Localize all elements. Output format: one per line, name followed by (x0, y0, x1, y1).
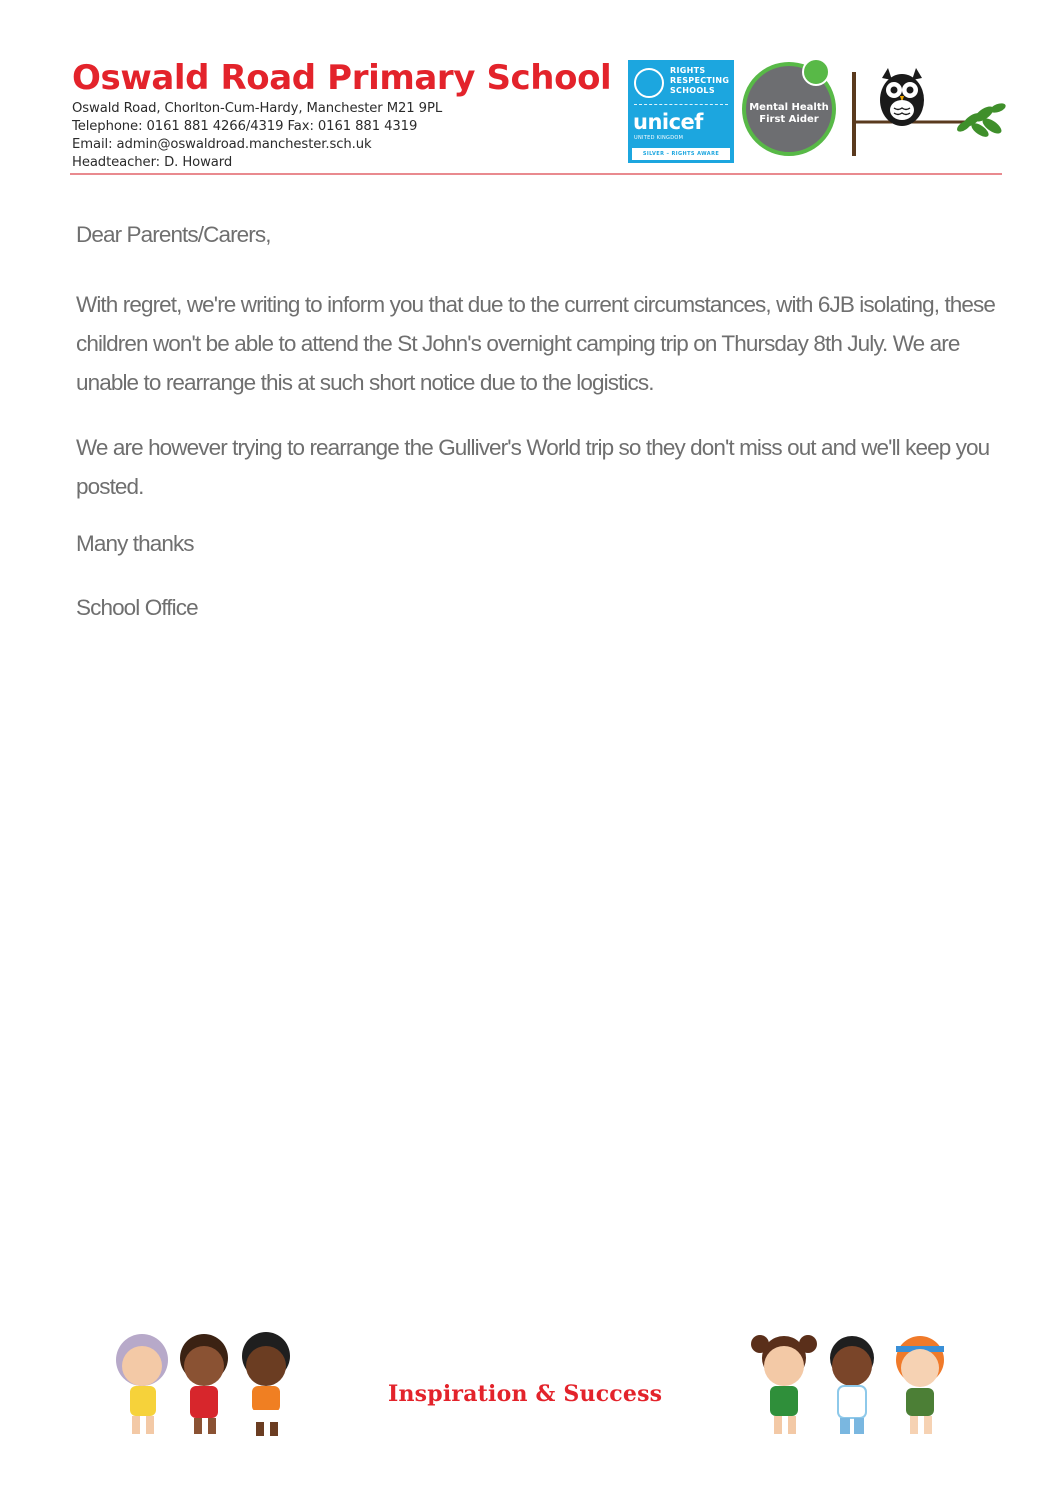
body-paragraph-1: With regret, we're writing to inform you that due to the current circumstances, with 6JB isolating, these children won't be able to attend the St John's overnight camping trip on Thursday 8th July. We are unable to rearrange this at such short notice due to the logistics. (76, 292, 995, 396)
signature: School Office (76, 595, 198, 620)
salutation: Dear Parents/Carers, (76, 222, 271, 247)
header-divider (70, 173, 1002, 175)
cartoon-children-left-icon (94, 1322, 314, 1444)
mhfa-leaf-icon (802, 58, 830, 86)
tagline: Inspiration & Success (388, 1381, 663, 1407)
headteacher-line: Headteacher: D. Howard (72, 155, 233, 170)
mhfa-text: Mental Health First Aider (749, 102, 829, 125)
owl-on-branch-icon (850, 64, 1006, 156)
unicef-globe-icon (634, 68, 664, 98)
unicef-award-level: SILVER – RIGHTS AWARE (632, 148, 730, 160)
mental-health-first-aider-badge (742, 62, 836, 156)
contact-details (72, 100, 442, 172)
rrs-heading: RIGHTS RESPECTING SCHOOLS (670, 66, 730, 95)
unicef-wordmark: unicef (633, 110, 703, 134)
unicef-rights-respecting-badge (628, 60, 734, 163)
letterhead (70, 58, 1002, 176)
email-line: Email: admin@oswaldroad.manchester.sch.uk (72, 137, 372, 152)
cartoon-children-right-icon (744, 1322, 966, 1444)
school-name: Oswald Road Primary School (72, 58, 612, 98)
unicef-country: UNITED KINGDOM (634, 135, 684, 141)
address-line: Oswald Road, Chorlton-Cum-Hardy, Manchester M21 9PL (72, 101, 443, 116)
closing: Many thanks (76, 531, 194, 556)
telephone-line: Telephone: 0161 881 4266/4319 Fax: 0161 881 4319 (72, 119, 418, 134)
body-paragraph-2: We are however trying to rearrange the Gulliver's World trip so they don't miss out and we'll keep you posted. (76, 435, 990, 500)
